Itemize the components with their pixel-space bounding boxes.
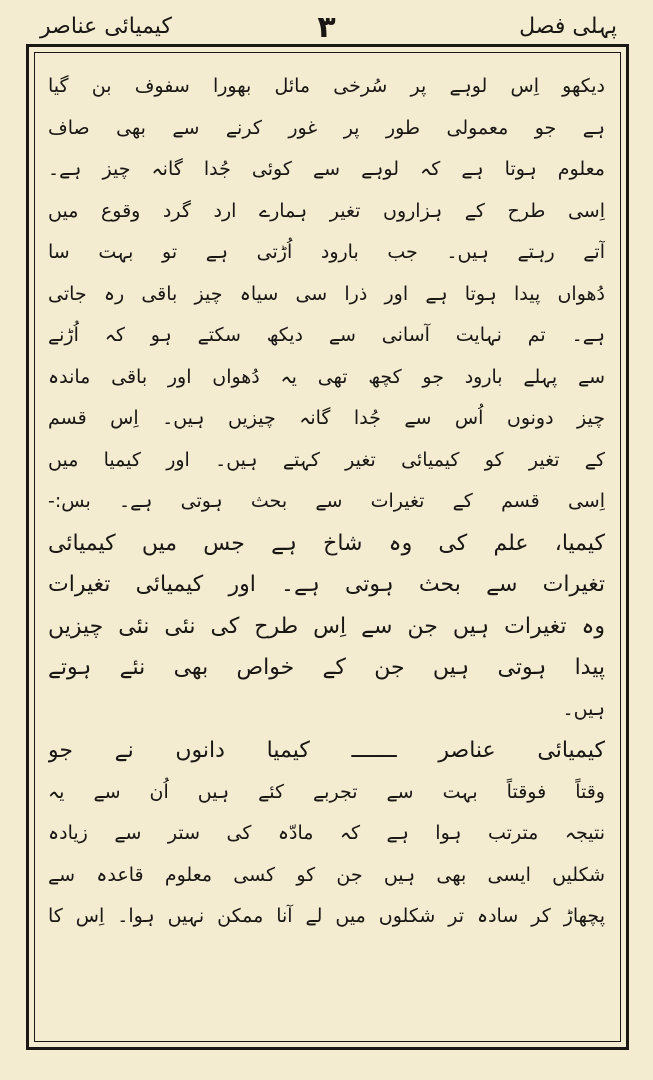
page-header bbox=[28, 12, 625, 44]
definition-line: کیمیا، علم کی وہ شاخ ہے جس میں کیمیائی bbox=[48, 530, 605, 556]
text-line: ہیں۔ bbox=[562, 697, 605, 720]
page-number: ۳ bbox=[317, 10, 336, 45]
text-line: اِسی طرح کے ہزاروں تغیر ہمارے ارد گرد وقوع میں bbox=[48, 199, 605, 222]
text-line: اِسی قسم کے تغیرات سے بحث ہوتی ہے۔ بس:- bbox=[48, 490, 605, 512]
text-line: شکلیں ایسی بھی ہیں جن کو کسی معلوم قاعدہ سے bbox=[48, 863, 605, 886]
body-text bbox=[48, 66, 605, 938]
chapter-title: پہلی فصل bbox=[519, 14, 617, 39]
text-line: آتے رہتے ہیں۔ جب بارود اُڑتی ہے تو بہت سا bbox=[48, 241, 605, 263]
text-line: وقتاً فوقتاً بہت سے تجربے کئے ہیں اُن سے یہ bbox=[48, 780, 605, 803]
text-line: پچھاڑ کر سادہ تر شکلوں میں لے آنا ممکن نہیں ہوا۔ اِس کا bbox=[48, 905, 605, 927]
text-line: ہے۔ تم نہایت آسانی سے دیکھ سکتے ہو کہ اُڑنے bbox=[48, 324, 605, 346]
text-line: معلوم ہوتا ہے کہ لوہے سے کوئی جُدا گانہ چیز ہے۔ bbox=[48, 158, 605, 180]
definition-line: تغیرات سے بحث ہوتی ہے۔ اور کیمیائی تغیرات bbox=[48, 572, 605, 597]
text-line: کے تغیر کو کیمیائی تغیر کہتے ہیں۔ اور کیمیا میں bbox=[48, 448, 605, 471]
text-line: دُھواں پیدا ہوتا ہے اور ذرا سی سیاہ چیز باقی رہ جاتی bbox=[48, 282, 605, 305]
running-title: کیمیائی عناصر bbox=[40, 14, 172, 39]
definition-line: وہ تغیرات ہیں جن سے اِس طرح کی نئی نئی چیزیں bbox=[48, 613, 605, 639]
text-line: سے پہلے بارود جو کچھ تھی یہ دُھواں اور باقی ماندہ bbox=[48, 365, 605, 388]
text-line: ہے جو معمولی طور پر غور کرنے سے بھی صاف bbox=[48, 116, 605, 139]
definition-line: پیدا ہوتی ہیں جن کے خواص بھی نئے ہوتے bbox=[48, 655, 605, 680]
section-heading-line: کیمیائی عناصر ـــــــ کیمیا دانوں نے جو bbox=[48, 738, 605, 763]
text-line: نتیجہ مترتب ہوا ہے کہ مادّہ کی ستر سے زیادہ bbox=[48, 822, 605, 844]
text-line: چیز دونوں اُس سے جُدا گانہ چیزیں ہیں۔ اِس قسم bbox=[48, 407, 605, 429]
text-line: دیکھو اِس لوہے پر سُرخی مائل بھورا سفوف بن گیا bbox=[48, 75, 605, 97]
